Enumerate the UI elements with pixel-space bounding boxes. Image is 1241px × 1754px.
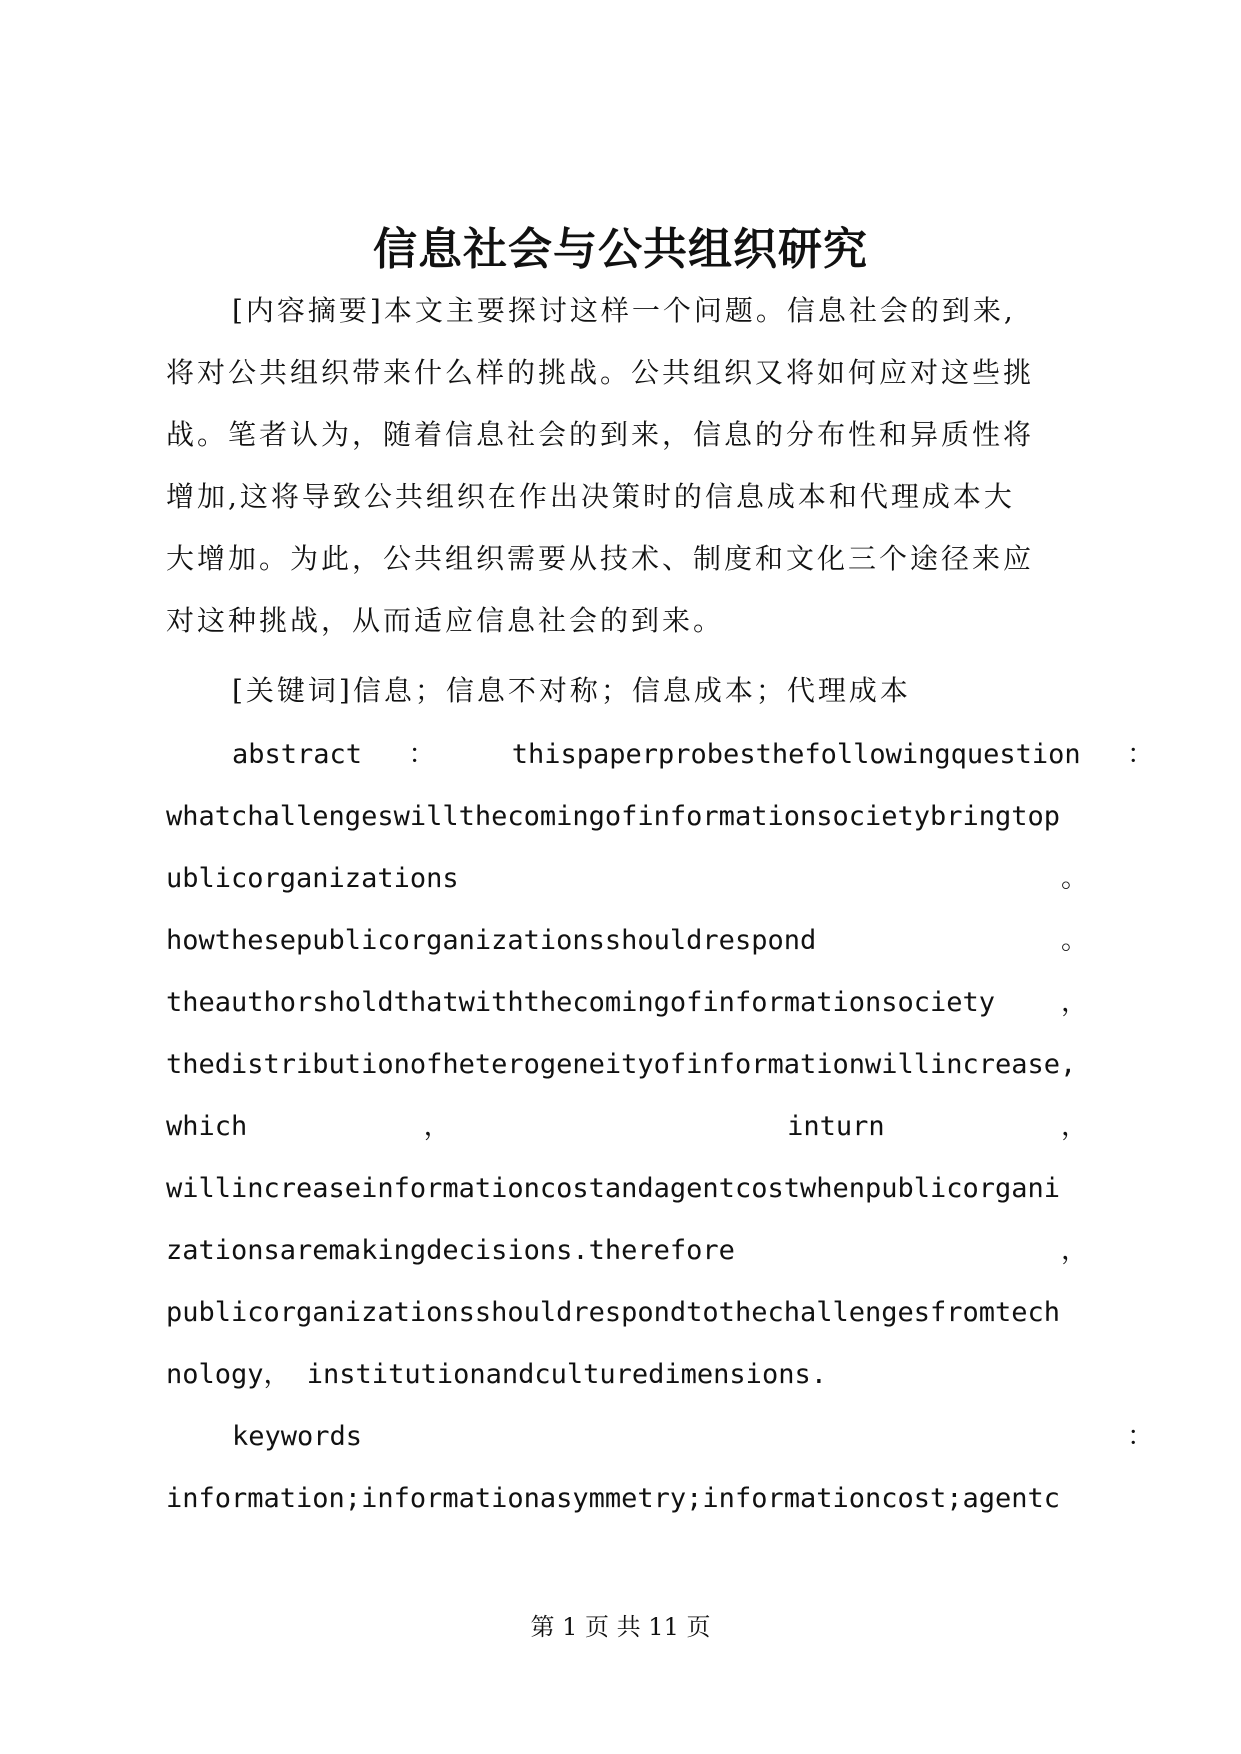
abstract-en-line-1: abstract ： thispaperprobesthefollowingquestion ： [232,739,1154,770]
abstract-en-line-7: which ， inturn ， [166,1111,1088,1142]
abstract-cn-line-3: 战。笔者认为，随着信息社会的到来，信息的分布性和异质性将 [166,418,1035,451]
abstract-en-line-5: theauthorsholdthatwiththecomingofinformationsociety ， [166,987,1088,1018]
abstract-cn-line-2: 将对公共组织带来什么样的挑战。公共组织又将如何应对这些挑 [166,356,1035,389]
abstract-en-line-2: whatchallengeswillthecomingofinformationsocietybringtop [166,801,1061,832]
abstract-cn-line-6: 对这种挑战，从而适应信息社会的到来。 [166,604,725,637]
abstract-en-line-4: howthesepublicorganizationsshouldrespond 。 [166,925,1088,956]
abstract-cn-line-5: 大增加。为此，公共组织需要从技术、制度和文化三个途径来应 [166,542,1035,575]
document-title: 信息社会与公共组织研究 [373,224,868,275]
keywords-en-line-2: information;informationasymmetry;informationcost;agentc [166,1483,1061,1514]
abstract-cn-line-4: 增加,这将导致公共组织在作出决策时的信息成本和代理成本大 [166,480,1015,513]
abstract-en-line-11: nology， institutionandculturedimensions. [166,1359,827,1390]
abstract-en-line-8: willincreaseinformationcostandagentcostwhenpublicorgani [166,1173,1061,1204]
abstract-en-line-3: ublicorganizations 。 [166,863,1088,894]
abstract-cn-line-1: [内容摘要]本文主要探讨这样一个问题。信息社会的到来, [232,294,1016,327]
abstract-en-line-6: thedistributionofheterogeneityofinformationwillincrease, [166,1049,1077,1080]
keywords-en-line-1: keywords ： [232,1421,1154,1452]
keywords-cn: [关键词]信息；信息不对称；信息成本；代理成本 [232,674,911,707]
abstract-en-line-10: publicorganizationsshouldrespondtothechallengesfromtech [166,1297,1061,1328]
page-footer: 第 1 页 共 11 页 [530,1613,711,1641]
abstract-en-line-9: zationsaremakingdecisions.therefore ， [166,1235,1088,1266]
